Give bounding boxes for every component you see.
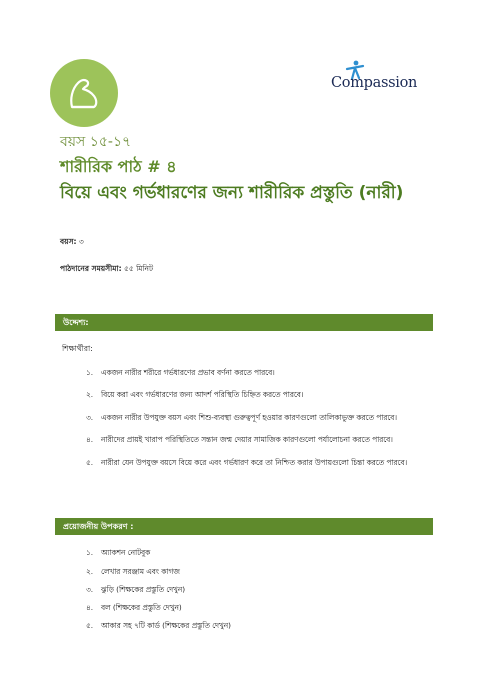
list-number: ১. xyxy=(86,368,94,377)
materials-heading: প্রয়োজনীয় উপকরণ : xyxy=(55,518,433,535)
list-item xyxy=(86,621,231,633)
list-item xyxy=(86,585,185,597)
age-label: বয়স: xyxy=(60,237,77,246)
list-text: অ্যাকশন নোটবুক xyxy=(101,548,151,557)
age-value: ৩ xyxy=(76,237,84,246)
list-text: নারীদের প্রায়ই খারাপ পরিস্থিতিতে সন্তান জন্ম দেয়ার সামাজিক কারণগুলো পর্যালোচনা করতে পারবে। xyxy=(101,435,393,444)
duration-value: ৫৫ মিনিট xyxy=(121,264,154,273)
age-range: বয়স ১৫-১৭ xyxy=(60,134,132,150)
duration-label: পাঠদানের সময়সীমা: xyxy=(60,264,122,273)
logo-text: Compassion xyxy=(331,75,418,91)
list-number: ৫. xyxy=(86,458,94,467)
list-number: ৪. xyxy=(86,603,94,612)
list-number: ৩. xyxy=(86,585,94,594)
list-text: নারীরা যেন উপযুক্ত বয়সে বিয়ে করে এবং গর্ভধারণ করে তা নিশ্চিত করার উপায়গুলো চিন্তা করতে পারবে। xyxy=(101,458,408,467)
lesson-number: শারীরিক পাঠ # ৪ xyxy=(60,157,177,176)
compassion-logo xyxy=(331,60,433,100)
list-text: লেখার সরঞ্জাম এবং কাগজ xyxy=(101,567,180,576)
list-item xyxy=(86,567,180,579)
list-text: ঝুড়ি (শিক্ষকের প্রস্তুতি দেখুন) xyxy=(101,585,186,594)
list-item xyxy=(86,603,182,615)
flexed-arm-icon xyxy=(50,59,118,127)
list-number: ৪. xyxy=(86,435,94,444)
list-text: আকার সহ ৭টি কার্ড (শিক্ষকের প্রস্তুতি দেখুন) xyxy=(101,621,231,630)
list-text: বল (শিক্ষকের প্রস্তুতি দেখুন) xyxy=(101,603,182,612)
list-number: ৩. xyxy=(86,413,94,422)
list-text: একজন নারীর শরীরে গর্ভধারণের প্রভাব বর্ণনা করতে পারবে। xyxy=(101,368,275,377)
list-number: ২. xyxy=(86,567,94,576)
objectives-heading: উদ্দেশ্য: xyxy=(55,314,433,331)
list-text: বিয়ে করা এবং গর্ভধারণের জন্য আদর্শ পরিস্থিতি চিহ্নিত করতে পারবে। xyxy=(101,390,304,399)
list-number: ৫. xyxy=(86,621,94,630)
duration-meta xyxy=(60,264,153,276)
objectives-intro: শিক্ষার্থীরা: xyxy=(62,344,93,353)
page-title: বিয়ে এবং গর্ভধারণের জন্য শারীরিক প্রস্তুতি (নারী) xyxy=(60,183,404,203)
list-number: ১. xyxy=(86,548,94,557)
list-number: ২. xyxy=(86,390,94,399)
list-item xyxy=(86,548,150,560)
list-text: একজন নারীর উপযুক্ত বয়স এবং শিশু-ব্যবস্থা গুরুত্বপূর্ণ হওয়ার কারণগুলো তালিকাভুক্ত করতে পারবে। xyxy=(101,413,397,422)
age-meta xyxy=(60,237,84,249)
